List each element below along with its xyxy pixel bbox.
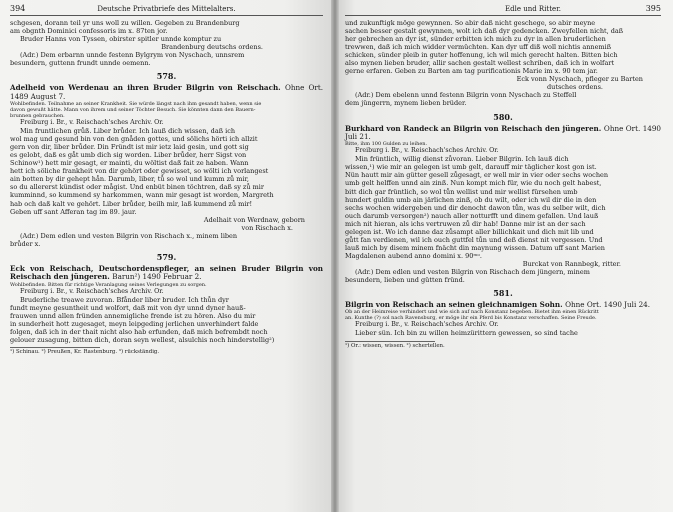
body-line: also mynen lieben bruder, allir sachen gestalt wellest schriben, daß ich in wolfart (345, 59, 615, 68)
address-line: (Adr.) Dem edlen und vesten Bilgrin von Rischach dem jüngern, minem (355, 267, 590, 276)
left-page (0, 0, 335, 512)
text-line: am obgnth Dominici confessoris im x. 87ten jor. (10, 27, 168, 36)
body-line: trewwen, daß ich mich widder vermüchten. Kan dyr uff diß woll nichtis annemiß (345, 43, 612, 52)
letter-581 (345, 288, 661, 337)
body-line: gelouer zusagung, bitten dich, doran seyn wellest, alsulchis noch hinderstellig²) (10, 335, 275, 344)
letter-date: Ohne Ort. 1489 August 7. (10, 83, 323, 101)
summary-line: brunnen gebrauchen. (10, 113, 65, 120)
body-line: hett ich söliche frankheit von dir gehört oder gewisset, so wölti ich vorlangest (10, 167, 269, 176)
source-line: Freiburg i. Br., v. Reischach'sches Archiv. Or. (355, 147, 499, 155)
body-line: frauwen unnd allen fründen annemigliche frende ist zu hören. Also du mir (10, 311, 256, 320)
right-page (335, 0, 673, 512)
body-line: schicken, sünder pleib in guter hoffenung, ich wil mich gerecht halten. Bitten bich (345, 51, 618, 60)
right-page-body (345, 19, 661, 506)
address-line: (Adr.) Dem edlen und vesten Bilgrin von Rischach x., minem liben (20, 231, 238, 240)
letter-579 (10, 252, 323, 344)
body-line: kumminnd, so kummend sy harkommen, wann mir gesagt ist worden, Margreth (10, 191, 274, 200)
summary-line: Wohlbefinden. Teilnahme an seiner Krankheit. Sie würde längst nach ihm gesandt haben, wenn sie (10, 101, 262, 108)
address-line: besundern, lieben und gütten fründ. (345, 276, 465, 285)
body-line: mich nit hieran, als ichs vertruwen zů dir hab! Danne mir ist an der sach (345, 219, 586, 228)
body-line: hab och daß kalt ve gehört. Liber brůder, beilh mir, laß kummend zů mir! (10, 199, 253, 208)
body-line: her gebrechen an dyr ist, sünder erbitten ich mich zu dyr in allen bruderlichen (345, 35, 606, 44)
body-line: gerne erfaren. Geben zu Barten am tag purificationis Marie im x. 90 tem jar. (345, 67, 598, 76)
address-line: brůder x. (10, 239, 41, 248)
body-line: Nün hautt mir ain gütter gesell zůgesagt, er well mir in vier oder sechs wochen (345, 171, 609, 180)
right-page-number: 395 (645, 4, 661, 13)
letter-date: Ohne Ort. 1490 Juli 24. (565, 300, 650, 310)
body-line: Bruderliche treawe zuvoran. Bfånder liber bruder. Ich thůn dyr (20, 295, 229, 304)
body-line: folgen, daß ich in der thait nicht also hab erfunden, daß mich befrembdt noch (10, 327, 268, 336)
left-running-title: Deutsche Privatbriefe des Mittelalters. (97, 5, 236, 13)
body-line: sechs wochen widergeben und dir denocht dawon tůn, was du selber wilt, dich (345, 203, 606, 212)
footnotes: ¹) Or.: wissen, wissen. ²) schertellen. (345, 342, 445, 349)
address-line: dem jüngerrn, mynem lieben brüder. (345, 99, 467, 108)
body-line: lauß mich by disem minem fnächt din maynung wissen. Datum uff sant Marien (345, 243, 605, 252)
summary-line: Ob an der Heimreise verhindert und wie sich auf nach Konstanz begeben. Bietet ihm einen Rückritt (345, 309, 599, 316)
letter-number: 579. (156, 251, 177, 262)
letter-title: Burkhard von Randeck an Bilgrin von Reischach den jüngeren. (345, 123, 602, 133)
signature-line: von Rischach x. (241, 223, 293, 232)
body-line: ouch darumb versorgen²) nauch aller notturfft und dinem gefallen. Und lauß (345, 211, 599, 220)
footnote-divider (10, 347, 100, 348)
body-line: sachen besser gestalt gewynnen, wolt ich daß dyr gedencken. Zweyfellen nicht, daß (345, 27, 624, 36)
summary-line: Wohlbefinden. Bitten für richtige Veranlagung seines Verlegungen zu sorgen. (10, 281, 207, 288)
body-line: ain botten by dir gehept hån. Darumb, liber, tů so wol und kumm zů mir, (10, 175, 250, 184)
source-line: Freiburg i. Br., v. Reischach'sches Archiv. Or. (355, 321, 499, 329)
body-line: so du allererst kündist oder mågist. Und enbüt binen töchtren, daß sy zů mir (10, 183, 264, 192)
body-line: in sunderheit hott zugesaget, meyn leipgeding jerlichen unverhindert falde (10, 319, 259, 328)
letter-number: 581. (493, 288, 513, 299)
body-line: fundt meyne gesuntheit und wolfort, daß mit von dyr unnd dyner hauß- (10, 303, 246, 312)
source-line: Freiburg i. Br., v. Reischach'sches Archiv. Or. (20, 287, 164, 295)
letter-title: Eck von Reischach, Deutschordenspfleger, an seinen Bruder Bilgrin von Reischach den jüngeren. (10, 263, 323, 282)
address-line: besundern, guttenn frundt unnde oemenn. (10, 59, 151, 68)
letter-date: Ohne Ort. 1490 Juli 21. (345, 123, 661, 141)
footnotes: ¹) Schinau. ²) Preußen, Kr. Rastenburg. ³) rückständig. (10, 348, 160, 355)
signature-line: dutsches ordens. (547, 83, 603, 92)
book-gutter (331, 0, 339, 512)
left-page-number: 394 (10, 4, 26, 13)
body-line: Magdalenen aubend anno domini x. 90ᵐᵒ. (345, 251, 482, 260)
right-running-title: Edle und Ritter. (505, 5, 561, 13)
body-line: Min fruntlichen grůß. Liber brůder. Ich lauß dich wissen, daß ich (20, 127, 236, 136)
summary-line: an. Kunthe (?) sol nach Ravensburg, er möge ihr ein Pferd bis Konstanz verschaffen. Seine Freude. (345, 315, 597, 322)
body-line: umb gelt helffen unnd ain zinß. Nun kompt mich für, wie du noch gelt habest, (345, 179, 602, 188)
body-line: gern von dir, liber brůder. Din Fründt ist mir ietz laid gesin, und gott sig (10, 143, 249, 152)
body-line: Lieber sün. Ich bin zu willen heimzürittern gewessen, so sind tache (355, 329, 578, 338)
left-running-head (10, 3, 323, 16)
letter-title: Bilgrin von Reischach an seinen gleichnamigen Sohn. (345, 300, 563, 310)
text-line: schgesen, dorann teil yr uns woll zu willen. Gegeben zu Brandenburg (10, 19, 240, 27)
left-page-body (10, 19, 323, 506)
body-line: wol mag und gesund bin von den gnåden gottes, und sölichs hörti ich allzit (10, 135, 258, 144)
summary-line: Bitte, ihm 100 Gulden zu leihen. (345, 141, 428, 148)
summary-line: davon gewußt hätte. Mann von ihrem und seiner Töchter Besuch. Sie könnten dann den Bauern- (10, 107, 256, 114)
body-line: wissen,¹) wie mir an gelegen ist umb gelt, darauff mir täglicher kost gon ist. (345, 163, 597, 172)
footnote-divider (345, 341, 435, 342)
address-line: (Adr.) Dem ebelenn unnd festenn Bilgrin vonn Nyschach zu Steffell (355, 91, 577, 100)
letter-580 (345, 112, 661, 285)
body-line: bitt dich gar früntlich, so wol tůn wellist und mir wellist fürsehen umb (345, 187, 578, 196)
source-line: Freiburg i. Br., v. Reischach'sches Archiv. Or. (20, 119, 164, 127)
letter-578 (10, 71, 323, 248)
address-line: (Adr.) Dem erbarnn unnde festenn Bylgrym von Nyschach, unnsrem (20, 51, 245, 60)
body-line: Min früntlich, willig dienst zůvoran. Lieber Bilgrin. Ich lauß dich (355, 155, 569, 164)
signature-line: Burckat von Rannbegk, ritter. (522, 259, 621, 268)
body-line: gůtt fan verdienen, wil ich ouch guttfel tůn und deß dienst nit vergessen. Und (345, 235, 603, 244)
letter-579-continued (345, 19, 661, 108)
body-line: es gelobt, daß es gåt umb dich sig worden. Liber brůder, herr Sigst von (10, 151, 247, 160)
signature-line: Brandenburg deutschs ordens. (161, 43, 263, 52)
body-line: Geben uff sant Afferan tag im 89. jaur. (10, 207, 137, 216)
intro-text (10, 19, 323, 67)
signature-line: Eck vonn Nyschach, pfleger zu Barten (516, 75, 643, 84)
signature-line: Bruder Hanns von Tyssen, obirster spitler unnde komptur zu (20, 35, 222, 44)
body-line: hundert guldin umb ain järlichen zinß, ob du wilt, oder ich wil dir die in den (345, 195, 597, 204)
body-line: gelegen ist. Wo ich danne daz zůsampt aller billichkait und dich mit lib und (345, 227, 594, 236)
body-line: und zukunftigk möge gewynnen. So abir daß nicht geschege, so abir meyne (345, 19, 596, 27)
signature-line: Adelhait von Werdnaw, geborn (203, 215, 305, 224)
letter-title: Adelheid von Werdenau an ihren Bruder Bilgrin von Reischach. (10, 83, 281, 93)
letter-number: 580. (493, 111, 513, 122)
letter-number: 578. (156, 71, 177, 82)
body-line: Schinow¹) hett mir gesagt, er mainti, du wöltist daß fait ze haben. Wann (10, 159, 249, 168)
right-running-head (345, 3, 661, 16)
letter-date: Barun²) 1490 Februar 2. (112, 272, 202, 282)
